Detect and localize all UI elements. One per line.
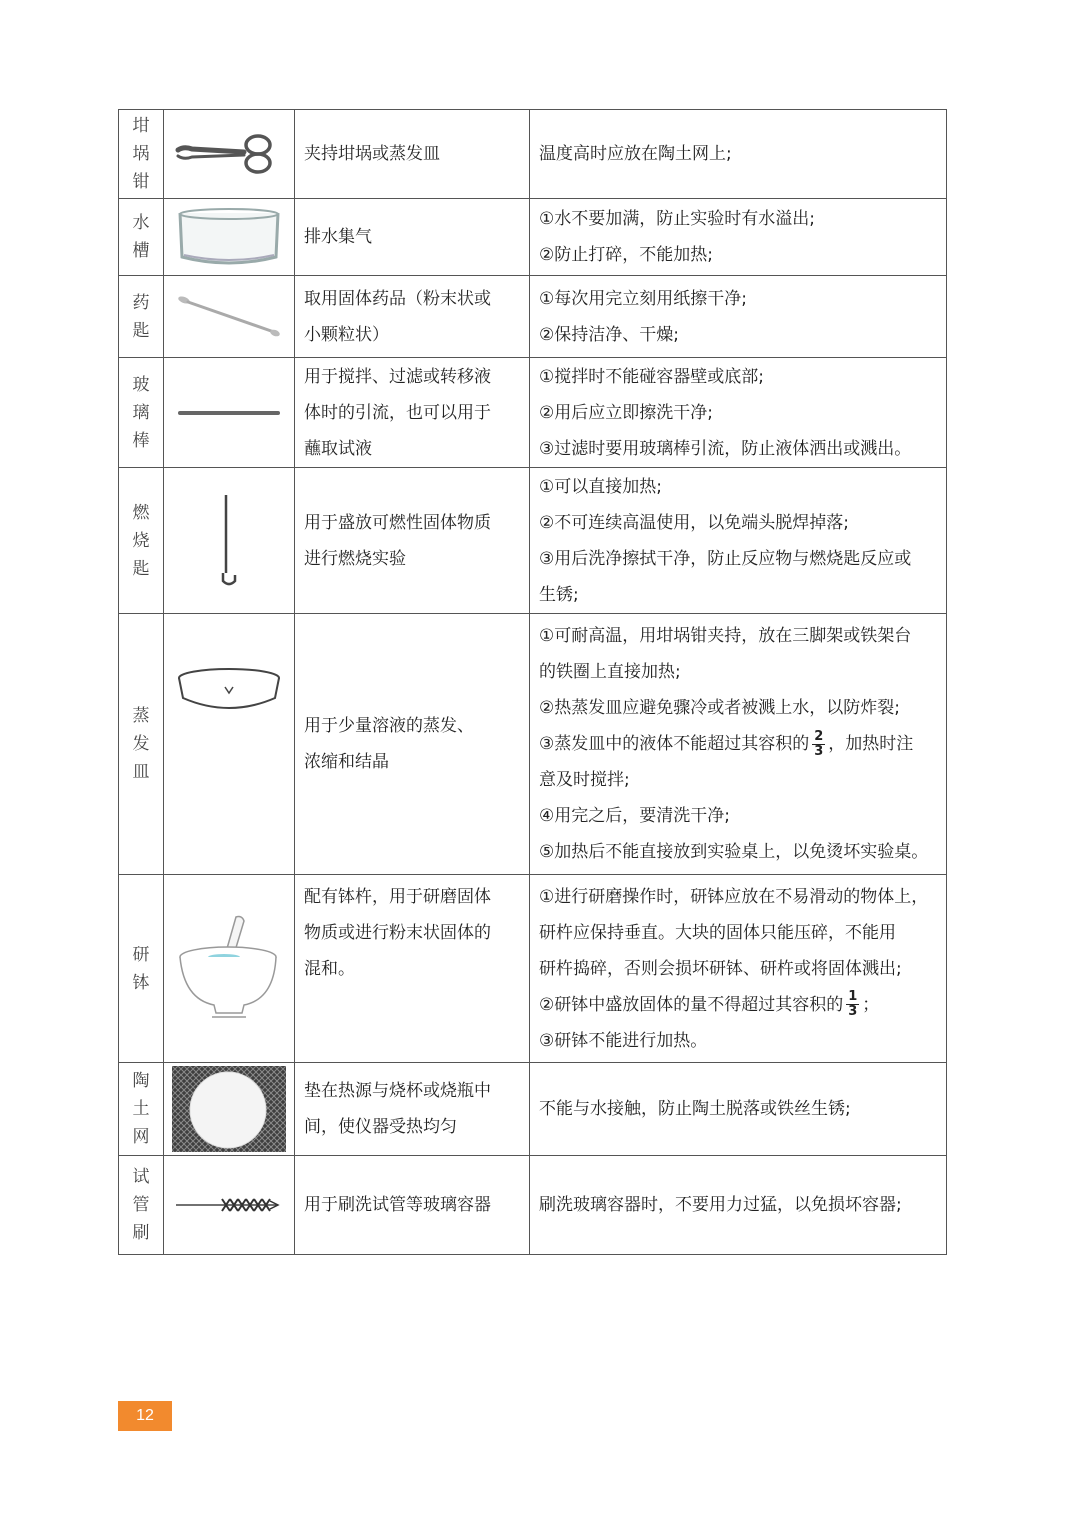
note-text: ②防止打碎，不能加热;	[539, 245, 713, 265]
note-cell	[530, 875, 947, 1063]
name-char: 璃	[132, 402, 150, 423]
use-cell	[295, 199, 530, 276]
name-char: 槽	[132, 241, 150, 261]
name-char: 皿	[132, 762, 150, 782]
name-char: 试	[132, 1167, 150, 1187]
note-text: ③用后洗净擦拭干净，防止反应物与燃烧匙反应或	[539, 548, 912, 569]
combustion-spoon-icon	[164, 468, 295, 614]
name-char: 网	[132, 1127, 150, 1147]
table-row	[119, 110, 947, 199]
name-char: 管	[132, 1195, 150, 1215]
use-text: 小颗粒状）	[304, 324, 389, 345]
water-trough-icon	[164, 199, 295, 276]
note-text: ③研钵不能进行加热。	[539, 1030, 708, 1051]
name-char: 药	[132, 292, 150, 313]
note-text-fraction	[539, 726, 940, 762]
equipment-name	[119, 875, 164, 1063]
note-cell	[530, 199, 947, 276]
use-cell	[295, 1156, 530, 1255]
note-text: 不能与水接触，防止陶土脱落或铁丝生锈;	[539, 1099, 851, 1119]
name-char: 匙	[132, 320, 150, 341]
note-text: ②不可连续高温使用，以免端头脱焊掉落;	[539, 512, 849, 533]
name-char: 研	[132, 944, 150, 965]
table-row	[119, 1156, 947, 1255]
fraction	[812, 730, 825, 759]
name-char: 陶	[132, 1071, 150, 1091]
note-text: ①进行研磨操作时，研钵应放在不易滑动的物体上，	[539, 886, 929, 907]
use-text: 物质或进行粉末状固体的	[304, 923, 491, 943]
use-text: 取用固体药品（粉末状或	[304, 288, 491, 309]
use-text: 蘸取试液	[304, 438, 372, 459]
note-cell	[530, 276, 947, 358]
mortar-pestle-icon	[164, 875, 295, 1063]
equipment-name	[119, 1156, 164, 1255]
name-char: 燃	[132, 502, 150, 523]
name-char: 钳	[132, 172, 150, 192]
note-cell	[530, 468, 947, 614]
note-text: 刷洗玻璃容器时，不要用力过猛，以免损坏容器;	[539, 1195, 902, 1215]
table-row	[119, 276, 947, 358]
note-text: 温度高时应放在陶土网上;	[539, 144, 732, 164]
use-text: 体时的引流，也可以用于	[304, 402, 491, 423]
note-text: 生锈;	[539, 584, 579, 605]
name-char: 发	[132, 734, 150, 754]
table-row	[119, 614, 947, 875]
use-text: 用于少量溶液的蒸发、	[304, 716, 474, 736]
note-cell	[530, 614, 947, 875]
table-row	[119, 875, 947, 1063]
equipment-name	[119, 276, 164, 358]
use-cell	[295, 276, 530, 358]
use-cell	[295, 110, 530, 199]
equipment-name	[119, 110, 164, 199]
note-text: ⑤加热后不能直接放到实验桌上，以免烫坏实验桌。	[539, 842, 929, 862]
note-cell	[530, 358, 947, 468]
note-text: 研杵应保持垂直。大块的固体只能压碎，不能用	[539, 922, 896, 943]
name-char: 钵	[132, 972, 150, 993]
use-text: 排水集气	[304, 227, 372, 247]
name-char: 烧	[132, 530, 150, 551]
use-text: 混和。	[304, 959, 355, 979]
use-cell	[295, 358, 530, 468]
equipment-name	[119, 614, 164, 875]
page-number: 12	[118, 1401, 172, 1431]
note-text: ①可耐高温，用坩埚钳夹持，放在三脚架或铁架台	[539, 626, 912, 646]
note-cell	[530, 1156, 947, 1255]
table-row	[119, 358, 947, 468]
note-text: ②研钵中盛放固体的量不得超过其容积的	[539, 994, 844, 1015]
note-text: ④用完之后，要清洗干净;	[539, 806, 730, 826]
use-cell	[295, 468, 530, 614]
table-row	[119, 1063, 947, 1156]
name-char: 刷	[132, 1223, 150, 1243]
note-text: 的铁圈上直接加热;	[539, 662, 681, 682]
ceramic-gauze-icon	[164, 1063, 295, 1156]
fraction-numerator: 1	[848, 989, 858, 1004]
fraction-numerator: 2	[814, 728, 824, 744]
note-text: ②用后应立即擦洗干净;	[539, 402, 713, 423]
use-text: 间，使仪器受热均匀	[304, 1117, 457, 1137]
note-text: ①每次用完立刻用纸擦干净;	[539, 288, 747, 309]
name-char: 埚	[132, 144, 150, 164]
name-char: 水	[132, 213, 150, 233]
glass-rod-icon	[164, 358, 295, 468]
test-tube-brush-icon	[164, 1156, 295, 1255]
evaporating-dish-icon	[164, 614, 295, 875]
name-char: 土	[132, 1099, 150, 1119]
use-text: 用于搅拌、过滤或转移液	[304, 366, 491, 387]
name-char: 棒	[132, 430, 150, 451]
note-cell	[530, 110, 947, 199]
use-cell	[295, 614, 530, 875]
use-cell	[295, 875, 530, 1063]
table-row	[119, 199, 947, 276]
note-text: ；	[862, 994, 880, 1015]
use-text: 用于刷洗试管等玻璃容器	[304, 1195, 491, 1215]
name-char: 蒸	[132, 706, 150, 726]
fraction	[846, 990, 859, 1019]
note-text: ②保持洁净、干燥;	[539, 324, 679, 345]
note-text: ①搅拌时不能碰容器壁或底部;	[539, 366, 764, 387]
use-text: 垫在热源与烧杯或烧瓶中	[304, 1081, 491, 1101]
use-text: 夹持坩埚或蒸发皿	[304, 144, 440, 164]
use-text: 配有钵杵，用于研磨固体	[304, 887, 491, 907]
equipment-name	[119, 358, 164, 468]
use-cell	[295, 1063, 530, 1156]
medicine-spoon-icon	[164, 276, 295, 358]
note-text-fraction	[539, 987, 940, 1023]
name-char: 坩	[132, 116, 150, 136]
crucible-tongs-icon	[164, 110, 295, 199]
note-text: ，加热时注	[828, 734, 914, 754]
note-text: ①水不要加满，防止实验时有水溢出;	[539, 209, 815, 229]
equipment-table	[118, 109, 947, 1255]
note-text: 研杵捣碎，否则会损坏研钵、研杵或将固体溅出;	[539, 958, 902, 979]
use-text: 浓缩和结晶	[304, 752, 389, 772]
name-char: 匙	[132, 558, 150, 579]
note-text: ③过滤时要用玻璃棒引流，防止液体洒出或溅出。	[539, 438, 912, 459]
equipment-name	[119, 199, 164, 276]
equipment-name	[119, 1063, 164, 1156]
use-text: 进行燃烧实验	[304, 548, 406, 569]
note-text: ②热蒸发皿应避免骤冷或者被溅上水，以防炸裂;	[539, 698, 900, 718]
note-cell	[530, 1063, 947, 1156]
name-char: 玻	[132, 374, 150, 395]
table-row	[119, 468, 947, 614]
equipment-name	[119, 468, 164, 614]
note-text: 意及时搅拌;	[539, 770, 630, 790]
note-text: ③蒸发皿中的液体不能超过其容积的	[539, 734, 810, 754]
note-text: ①可以直接加热;	[539, 476, 662, 497]
use-text: 用于盛放可燃性固体物质	[304, 512, 491, 533]
fraction-denominator: 3	[848, 1004, 858, 1019]
fraction-denominator: 3	[814, 743, 824, 759]
